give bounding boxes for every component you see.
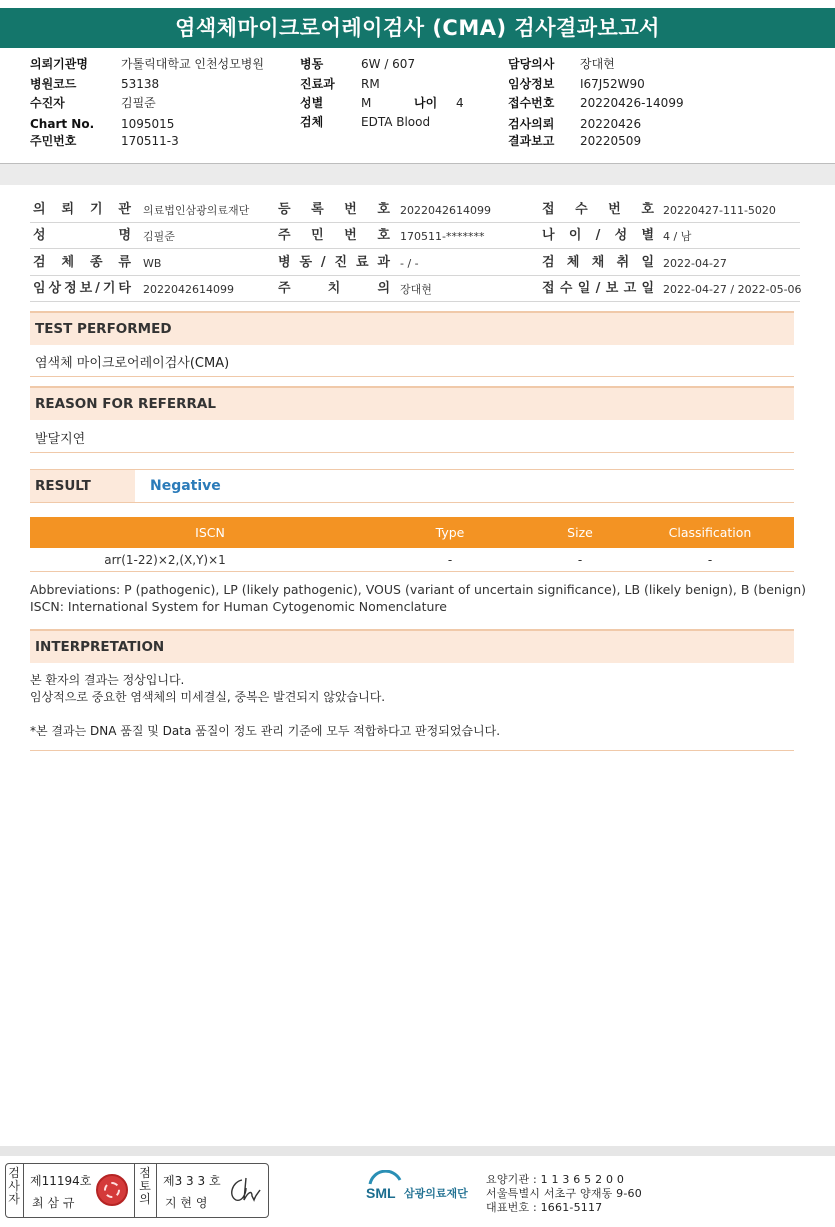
logo-text: SML: [366, 1185, 396, 1201]
label-char: 나: [542, 228, 555, 243]
divider: [23, 1164, 24, 1217]
info-value: 2022042614099: [400, 204, 491, 217]
examiner-label: [6, 1167, 22, 1206]
label-char: 일: [641, 281, 654, 296]
info-label: [542, 282, 654, 295]
reason-heading: REASON FOR REFERRAL: [30, 386, 794, 420]
table-row: [30, 549, 794, 572]
interpretation-line: 본 환자의 결과는 정상입니다.: [30, 673, 185, 687]
interpretation-line: 임상적으로 중요한 염색체의 미세결실, 중복은 발견되지 않았습니다.: [30, 690, 386, 704]
label-char: 번: [608, 202, 621, 217]
label-char: 채: [591, 255, 605, 270]
examiner-license: 제11194호: [30, 1174, 92, 1188]
header-label: 의뢰기관명: [30, 57, 88, 71]
header-value: 김필준: [121, 96, 156, 110]
label-char: 검: [542, 255, 555, 270]
sml-logo: [366, 1170, 404, 1208]
label-char: 정: [64, 281, 77, 296]
label-char: 체: [61, 255, 75, 270]
info-value: 2022042614099: [143, 283, 234, 296]
info-value: - / -: [400, 257, 419, 270]
header-value: 가톨릭대학교 인천성모병원: [121, 57, 264, 71]
label-char: 접: [542, 281, 555, 296]
label-char: 동: [299, 255, 312, 270]
label-char: 종: [89, 255, 103, 270]
header-value: 20220426-14099: [580, 96, 684, 110]
divider: [30, 452, 794, 453]
label-char: 기: [89, 202, 103, 217]
header-label: 담당의사: [508, 57, 555, 71]
info-label: [278, 203, 390, 216]
report-title: 염색체마이크로어레이검사 (CMA) 검사결과보고서: [0, 8, 835, 48]
label-char: 상: [48, 281, 62, 296]
label-char: 취: [616, 255, 630, 270]
label-char: 별: [641, 228, 654, 243]
footer-band: [0, 1146, 835, 1156]
label-char: 고: [623, 281, 637, 296]
info-label: [278, 282, 390, 295]
header-value: 53138: [121, 77, 160, 91]
header-label: 수진자: [30, 96, 65, 110]
iscn-definition: ISCN: International System for Human Cytogenomic Nomenclature: [30, 599, 447, 614]
info-value: WB: [143, 257, 162, 270]
divider: [156, 1164, 157, 1217]
label-char: /: [320, 255, 326, 270]
header-label: 주민번호: [30, 134, 77, 148]
label-char: 등: [278, 202, 291, 217]
header-label: 나이: [414, 96, 438, 110]
test-performed-value: 염색체 마이크로어레이검사(CMA): [35, 356, 230, 371]
label-char: 료: [355, 255, 369, 270]
label-char: 사: [8, 1179, 20, 1193]
divider: [30, 376, 794, 377]
info-value: 2022-04-27 / 2022-05-06: [663, 283, 802, 296]
header-label: 결과보고: [508, 134, 555, 148]
label-char: 의: [139, 1192, 151, 1206]
reviewer-label: [135, 1167, 155, 1206]
label-char: 류: [118, 255, 131, 270]
header-value: 장대현: [580, 57, 615, 71]
header-value: 1095015: [121, 117, 175, 131]
label-char: 진: [334, 255, 348, 270]
divider: [30, 275, 800, 276]
reviewer-license: 제3 3 3 호: [163, 1174, 221, 1188]
label-char: 병: [278, 255, 291, 270]
header-value: 4: [456, 96, 464, 110]
info-label: [33, 229, 131, 242]
label-char: 자: [8, 1192, 20, 1206]
signature: [224, 1174, 262, 1206]
header-label: Chart No.: [30, 117, 95, 131]
lab-address: 서울특별시 서초구 양재동 9-60: [486, 1187, 642, 1200]
label-char: 주: [278, 281, 291, 296]
info-value: 4 / 남: [663, 230, 692, 243]
cell-classification: -: [707, 553, 713, 567]
col-iscn: ISCN: [195, 525, 225, 540]
org-name: 삼광의료재단: [404, 1187, 468, 1200]
institution-code: 요양기관 : 1 1 3 6 5 2 0 0: [486, 1173, 625, 1186]
label-char: 성: [614, 228, 628, 243]
cell-size: -: [577, 553, 583, 567]
header-label: 접수번호: [508, 96, 555, 110]
info-label: [33, 282, 131, 295]
header-value: 6W / 607: [361, 57, 416, 71]
divider: [30, 750, 794, 751]
info-label: [542, 256, 654, 269]
cell-type: -: [447, 553, 453, 567]
result-value: Negative: [150, 478, 221, 494]
header-label: 검체: [300, 115, 324, 129]
divider: [30, 301, 800, 302]
header-value: 20220509: [580, 134, 642, 148]
label-char: 주: [278, 228, 291, 243]
label-char: 번: [344, 228, 357, 243]
result-label: RESULT: [30, 470, 135, 502]
info-value: 20220427-111-5020: [663, 204, 776, 217]
result-row: [30, 469, 794, 503]
lab-phone: 대표번호 : 1661-5117: [486, 1201, 603, 1214]
label-char: 검: [8, 1166, 20, 1180]
label-char: /: [95, 281, 100, 296]
interpretation-heading: INTERPRETATION: [30, 629, 794, 663]
label-char: 보: [79, 281, 93, 296]
reviewer-name: 지 현 영: [165, 1196, 208, 1210]
divider: [30, 248, 800, 249]
info-value: 의료법인삼광의료재단: [143, 204, 250, 217]
info-value: 170511-*******: [400, 230, 485, 243]
label-char: 뢰: [61, 202, 75, 217]
col-type: Type: [435, 525, 465, 540]
label-char: 록: [311, 202, 324, 217]
signature-box: [5, 1163, 269, 1218]
info-value: 2022-04-27: [663, 257, 727, 270]
info-label: [278, 229, 390, 242]
label-char: 성: [33, 228, 46, 243]
quality-note: *본 결과는 DNA 품질 및 Data 품질이 정도 관리 기준에 모두 적합하다고 판정되었습니다.: [30, 724, 501, 738]
header-value: I67J52W90: [580, 77, 645, 91]
label-char: /: [595, 228, 601, 243]
cell-iscn: arr(1-22)×2,(X,Y)×1: [104, 553, 226, 567]
header-label: 병동: [300, 57, 324, 71]
label-char: 토: [139, 1179, 151, 1193]
label-char: 이: [568, 228, 582, 243]
header-value: EDTA Blood: [361, 115, 431, 129]
label-char: 점: [139, 1166, 151, 1180]
label-char: 수: [559, 281, 573, 296]
label-char: 기: [102, 281, 116, 296]
iscn-table-header: [30, 517, 794, 548]
label-char: 검: [33, 255, 46, 270]
info-value: 장대현: [400, 283, 432, 296]
info-value: 김필준: [143, 230, 175, 243]
label-char: 임: [33, 281, 46, 296]
header-label: 진료과: [300, 77, 335, 91]
label-char: 호: [377, 228, 390, 243]
examiner-name: 최 삼 규: [32, 1196, 75, 1210]
info-label: [542, 203, 654, 216]
seal-stamp: [96, 1174, 128, 1206]
label-char: 치: [327, 281, 341, 296]
label-char: 의: [33, 202, 46, 217]
reason-value: 발달지연: [35, 432, 86, 447]
test-performed-heading: TEST PERFORMED: [30, 311, 794, 345]
label-char: 일: [577, 281, 591, 296]
info-label: [278, 256, 390, 269]
info-label: [542, 229, 654, 242]
label-char: 타: [118, 281, 131, 296]
label-char: 접: [542, 202, 555, 217]
separator-band: [0, 163, 835, 186]
header-label: 성별: [300, 96, 324, 110]
info-label: [33, 256, 131, 269]
label-char: 체: [566, 255, 580, 270]
header-value: M: [361, 96, 372, 110]
col-size: Size: [567, 525, 593, 540]
col-classification: Classification: [668, 525, 752, 540]
abbreviations: Abbreviations: P (pathogenic), LP (likely pathogenic), VOUS (variant of uncertain significance), LB (likely benign), B (benign): [30, 582, 807, 597]
info-label: [33, 203, 131, 216]
label-char: 수: [575, 202, 588, 217]
label-char: 호: [377, 202, 390, 217]
header-label: 병원코드: [30, 77, 77, 91]
label-char: /: [595, 281, 601, 296]
label-char: 의: [377, 281, 390, 296]
divider: [30, 222, 800, 223]
label-char: 과: [377, 255, 390, 270]
header-value: 20220426: [580, 117, 642, 131]
label-char: 명: [118, 228, 131, 243]
header-label: 검사의뢰: [508, 117, 555, 131]
header-label: 임상정보: [508, 77, 555, 91]
label-char: 번: [344, 202, 357, 217]
label-char: 민: [311, 228, 324, 243]
label-char: 일: [641, 255, 654, 270]
header-value: RM: [361, 77, 380, 91]
label-char: 관: [118, 202, 131, 217]
header-value: 170511-3: [121, 134, 179, 148]
label-char: 보: [605, 281, 619, 296]
label-char: 호: [641, 202, 654, 217]
